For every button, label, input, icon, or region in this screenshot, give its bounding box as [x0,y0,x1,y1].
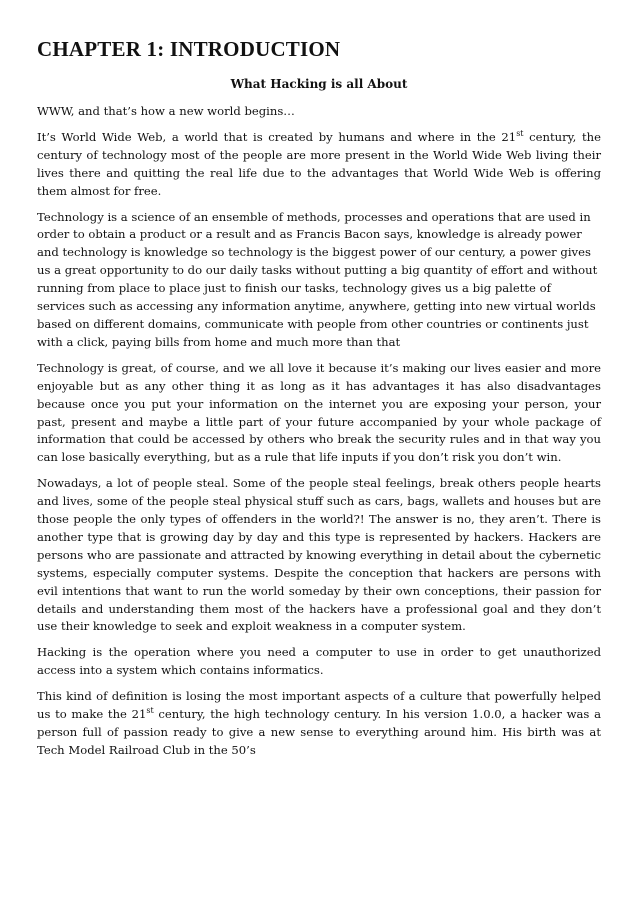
paragraph-technology-disadvantages: Technology is great, of course, and we all love it because it’s making our lives easier and more enjoyable but as any other thing it as long as it has advantages it has also disadvantages because once you put your information on the internet you are exposing your person, your past, present and maybe a little part of your future accompanied by your whole package of information that could be accessed by others who break the security rules and in that way you can lose basically everything, but as a rule that life inputs if you don’t risk you don’t win. [37,360,601,465]
paragraph-hacker-culture [37,688,601,760]
paragraph-technology-definition: Technology is a science of an ensemble of methods, processes and operations that are used in order to obtain a product or a result and as Francis Bacon says, knowledge is already power and technology is knowledge so technology is the biggest power of our century, a power gives us a great opportunity to do our daily tasks without putting a big quantity of effort and without running from place to place just to finish our tasks, technology gives us a big palette of services such as accessing any information anytime, anywhere, getting into new virtual worlds based on different domains, communicate with people from other countries or continents just with a click, paying bills from home and much more than that [37,209,598,349]
paragraph-text: It’s World Wide Web, a world that is created by humans and where in the 21 [37,129,517,144]
paragraph-world-wide-web [37,129,601,201]
paragraph-nowadays: Nowadays, a lot of people steal. Some of the people steal feelings, break others people hearts and lives, some of the people steal physical stuff such as cars, bags, wallets and houses but are those people the only types of offenders in the world?! The answer is no, they aren’t. There is another type that is growing day by day and this type is represented by hackers. Hackers are persons who are passionate and attracted by knowing everything in detail about the cybernetic systems, especially computer systems. Despite the conception that hackers are persons with evil intentions that want to run the world someday by their own conceptions, their passion for details and understanding them most of the hackers have a professional goal and they don’t use their knowledge to seek and exploit weakness in a computer system. [37,476,601,634]
paragraph-text: This kind of definition is losing the most important aspects of a culture that powerfully helped us to make the 21 [37,689,601,722]
section-title: What Hacking is all About [230,77,408,91]
superscript-st: st [516,129,524,139]
chapter-title: CHAPTER 1: INTRODUCTION [37,37,341,61]
paragraph-hacking-definition: Hacking is the operation where you need a computer to use in order to get unauthorized access into a system which contains informatics. [37,645,601,678]
paragraph-intro: WWW, and that’s how a new world begins… [37,104,295,118]
paragraph-text: century, the century of technology most of the people are more present in the World Wide Web living their lives there and quitting the real life due to the advantages that World Wide Web is offering them almost for free. [37,129,601,198]
superscript-st: st [146,706,154,716]
paragraph-text: century, the high technology century. In his version 1.0.0, a hacker was a person full of passion ready to give a new sense to everything around him. His birth was at Tech Model Railroad Club in the 50’s [37,707,601,757]
document-page [37,36,601,760]
